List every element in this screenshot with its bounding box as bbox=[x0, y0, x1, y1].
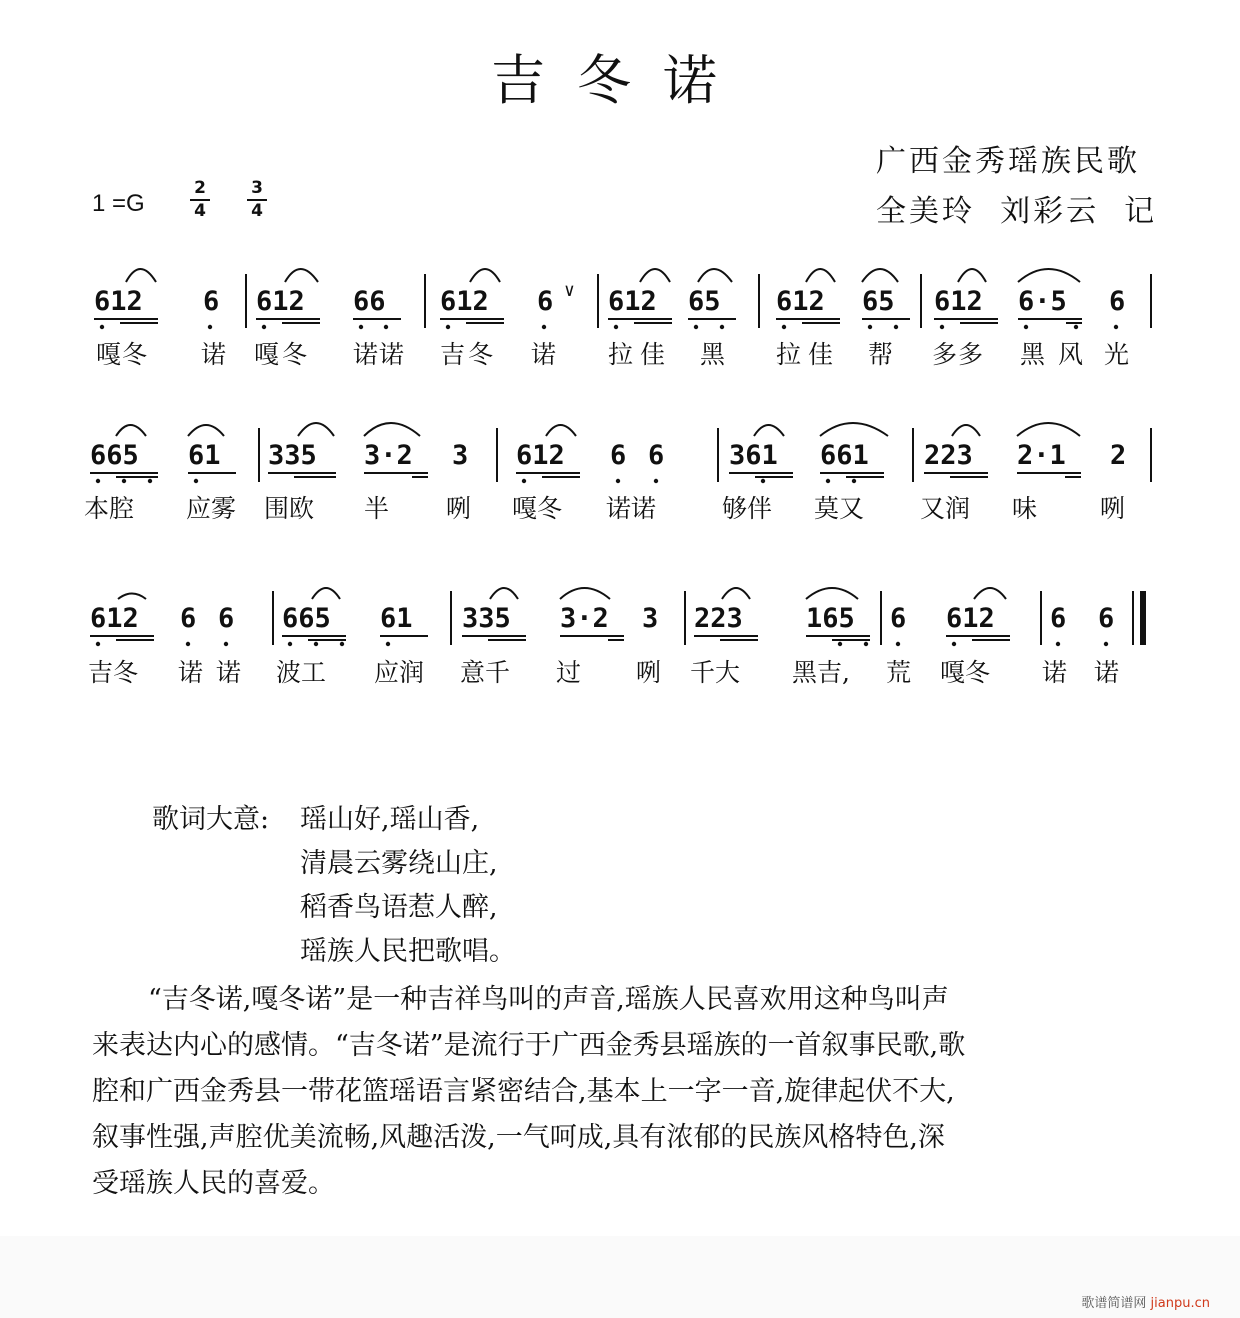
note-group: 3 bbox=[452, 440, 469, 471]
note-group: 6 bbox=[890, 603, 907, 634]
note-group: 361 bbox=[729, 440, 778, 471]
lyrics-meaning-line: 稻香鸟语惹人醉, bbox=[300, 892, 498, 923]
lyrics-meaning-line: 清晨云雾绕山庄, bbox=[300, 848, 498, 879]
lyric: 又润 bbox=[920, 494, 971, 523]
slur bbox=[1018, 269, 1080, 282]
note-group: 612 bbox=[440, 286, 489, 317]
note-group: 612 bbox=[94, 286, 143, 317]
lyric: 黑 bbox=[700, 340, 726, 369]
time-sig-denominator: 4 bbox=[194, 201, 206, 221]
lyric: 波工 bbox=[276, 658, 327, 687]
description-line: “吉冬诺,嘎冬诺”是一种吉祥鸟叫的声音,瑶族人民喜欢用这种鸟叫声 bbox=[148, 984, 949, 1015]
description-line: 叙事性强,声腔优美流畅,风趣活泼,一气呵成,具有浓郁的民族风格特色,深 bbox=[92, 1122, 945, 1153]
note-group: 65 bbox=[862, 286, 895, 317]
note-group: 612 bbox=[608, 286, 657, 317]
description-line: 腔和广西金秀县一带花篮瑶语言紧密结合,基本上一字一音,旋律起伏不大, bbox=[92, 1076, 955, 1107]
lyric: 过 bbox=[556, 658, 582, 687]
note-group: 6·5 bbox=[1018, 286, 1067, 317]
beam-underlines bbox=[90, 319, 1082, 640]
slur bbox=[364, 423, 420, 436]
lyric: 风 bbox=[1058, 340, 1084, 369]
lyric: 佳 bbox=[808, 340, 834, 369]
lyric: 千大 bbox=[690, 658, 741, 687]
description-line: 来表达内心的感情。“吉冬诺”是流行于广西金秀县瑶族的一首叙事民歌,歌 bbox=[92, 1030, 966, 1061]
time-sig-numerator: 2 bbox=[194, 178, 206, 198]
slur bbox=[974, 588, 1006, 599]
lyric: 黑 bbox=[1020, 340, 1046, 369]
lyric: 拉 bbox=[776, 340, 802, 369]
lyric: 冬 bbox=[122, 340, 148, 369]
note-group: 223 bbox=[694, 603, 743, 634]
slur bbox=[806, 588, 858, 599]
watermark-site: 歌谱简谱网 bbox=[1081, 1296, 1147, 1311]
lyric: 诺 bbox=[201, 340, 227, 369]
slur bbox=[546, 425, 576, 436]
note-group: 3·2 bbox=[364, 440, 413, 471]
slur bbox=[952, 425, 980, 436]
note-group: 223 bbox=[924, 440, 973, 471]
note-group: 612 bbox=[516, 440, 565, 471]
slur bbox=[312, 588, 340, 599]
note-group: 2 bbox=[1110, 440, 1127, 471]
lyric: 围欧 bbox=[264, 494, 315, 523]
slur bbox=[298, 423, 334, 436]
note-group: 65 bbox=[688, 286, 721, 317]
lyric: 黑吉, bbox=[792, 658, 850, 687]
lyric: 多 bbox=[958, 340, 984, 369]
lyric: 诺 bbox=[379, 340, 405, 369]
slur bbox=[116, 425, 146, 436]
song-recorders: 全美玲 刘彩云 记 bbox=[876, 194, 1158, 229]
slur bbox=[188, 425, 224, 436]
lyric: 诺诺 bbox=[606, 494, 657, 523]
slur bbox=[126, 269, 156, 282]
note-group: 335 bbox=[462, 603, 511, 634]
time-sig-numerator: 3 bbox=[251, 178, 263, 198]
note-group: 665 bbox=[282, 603, 331, 634]
lyrics-meaning-line: 瑶族人民把歌唱。 bbox=[300, 936, 516, 967]
slur bbox=[820, 423, 888, 436]
lyric: 吉 bbox=[440, 340, 466, 369]
lyric: 意千 bbox=[460, 658, 511, 687]
lyric: 嘎冬 bbox=[940, 658, 991, 687]
slur bbox=[754, 425, 784, 436]
note-group: 6 bbox=[648, 440, 665, 471]
breath-mark: ∨ bbox=[564, 280, 575, 301]
note-group: 661 bbox=[820, 440, 869, 471]
lyric: 诺 bbox=[178, 658, 204, 687]
lyric: 冬 bbox=[468, 340, 494, 369]
slur bbox=[958, 269, 986, 282]
slur bbox=[640, 269, 670, 282]
lyric: 莫又 bbox=[814, 494, 865, 523]
lyric: 嘎 bbox=[254, 340, 280, 369]
lyric: 味 bbox=[1012, 494, 1038, 523]
slur bbox=[862, 269, 898, 282]
note-group: 6 bbox=[180, 603, 197, 634]
note-group: 6 bbox=[1109, 286, 1126, 317]
lyric: 荒 bbox=[886, 658, 912, 687]
lyrics-meaning-label: 歌词大意: bbox=[152, 804, 270, 835]
lyric: 光 bbox=[1104, 340, 1130, 369]
lyric: 诺 bbox=[1094, 658, 1120, 687]
lyric: 半 bbox=[364, 494, 390, 523]
note-group: 665 bbox=[90, 440, 139, 471]
footer-band bbox=[0, 1236, 1240, 1318]
lyric: 诺 bbox=[1042, 658, 1068, 687]
note-group: 6 bbox=[218, 603, 235, 634]
lyric: 应润 bbox=[374, 658, 425, 687]
lyric: 多 bbox=[932, 340, 958, 369]
note-group: 612 bbox=[934, 286, 983, 317]
note-group: 61 bbox=[188, 440, 221, 471]
slur bbox=[698, 269, 732, 282]
note-group: 165 bbox=[806, 603, 855, 634]
lyric: 够伴 bbox=[722, 494, 773, 523]
lyric: 咧 bbox=[636, 658, 662, 687]
note-group: 612 bbox=[256, 286, 305, 317]
note-group: 612 bbox=[90, 603, 139, 634]
octave-dots bbox=[96, 325, 1118, 646]
lyric: 诺 bbox=[216, 658, 242, 687]
lyric: 应雾 bbox=[186, 494, 237, 523]
note-group: 6 bbox=[1098, 603, 1115, 634]
note-group: 3·2 bbox=[560, 603, 609, 634]
note-group: 6 bbox=[203, 286, 220, 317]
note-group: 66 bbox=[353, 286, 386, 317]
lyric: 本腔 bbox=[84, 494, 135, 523]
slur bbox=[470, 269, 500, 282]
lyric: 嘎 bbox=[96, 340, 122, 369]
slur bbox=[722, 588, 750, 599]
note-group: 61 bbox=[380, 603, 413, 634]
lyric: 咧 bbox=[446, 494, 472, 523]
note-group: 6 bbox=[610, 440, 627, 471]
song-title: 吉冬诺 bbox=[491, 49, 749, 112]
lyric: 诺 bbox=[531, 340, 557, 369]
slur bbox=[560, 588, 610, 599]
lyric: 冬 bbox=[282, 340, 308, 369]
note-group: 2·1 bbox=[1017, 440, 1066, 471]
slur bbox=[285, 269, 318, 282]
slur bbox=[490, 588, 518, 599]
lyrics-meaning-line: 瑶山好,瑶山香, bbox=[300, 804, 480, 835]
note-group: 6 bbox=[1050, 603, 1067, 634]
lyric: 吉冬 bbox=[88, 658, 139, 687]
note-group: 335 bbox=[268, 440, 317, 471]
lyric: 佳 bbox=[640, 340, 666, 369]
slur bbox=[118, 594, 146, 600]
lyric: 帮 bbox=[868, 340, 894, 369]
note-group: 6 bbox=[537, 286, 554, 317]
lyric: 拉 bbox=[608, 340, 634, 369]
note-group: 3 bbox=[642, 603, 659, 634]
time-sig-denominator: 4 bbox=[251, 201, 263, 221]
description-line: 受瑶族人民的喜爱。 bbox=[92, 1168, 335, 1199]
note-group: 612 bbox=[946, 603, 995, 634]
watermark bbox=[1081, 1292, 1210, 1311]
lyric: 嘎冬 bbox=[512, 494, 563, 523]
key-signature: 1 =G bbox=[92, 190, 145, 217]
lyric: 诺 bbox=[353, 340, 379, 369]
watermark-domain: jianpu.cn bbox=[1150, 1296, 1210, 1311]
song-origin: 广西金秀瑶族民歌 bbox=[876, 144, 1140, 179]
slur bbox=[806, 269, 835, 282]
slur bbox=[1017, 423, 1080, 436]
note-group: 612 bbox=[776, 286, 825, 317]
lyric: 咧 bbox=[1100, 494, 1126, 523]
